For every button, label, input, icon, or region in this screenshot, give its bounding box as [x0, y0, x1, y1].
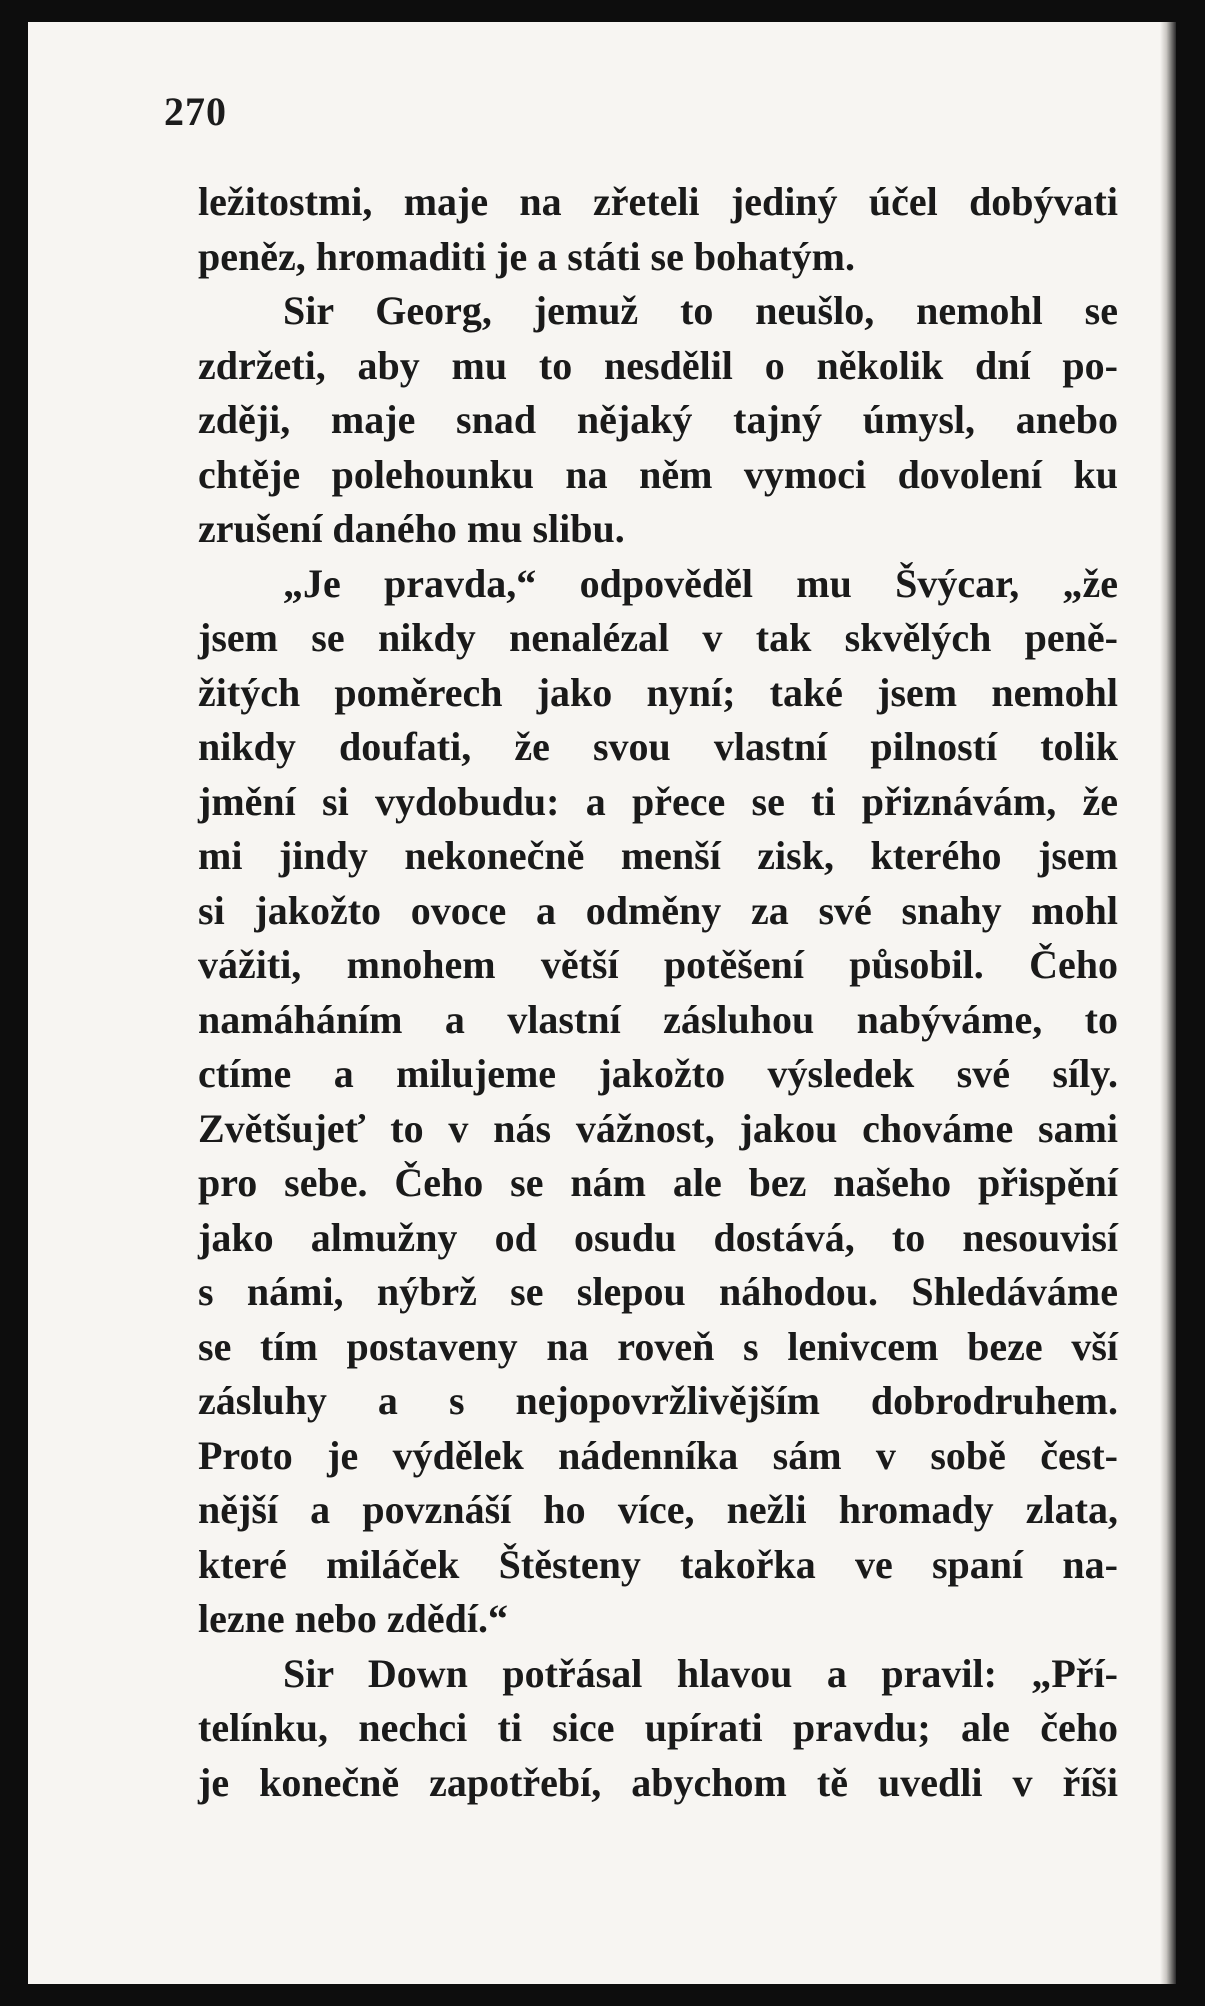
text-line: peněz, hromaditi je a státi se bohatým. — [198, 233, 855, 279]
text-line: namáháním a vlastní zásluhou nabýváme, to — [198, 996, 1118, 1042]
body-text — [198, 175, 1118, 1810]
text-line: mi jindy nekonečně menší zisk, kterého jsem — [198, 833, 1118, 878]
text-line: zásluhy a s nejopovržlivějším dobrodruhem. — [198, 1378, 1118, 1423]
text-line: Zvětšujeť to v nás vážnost, jakou chováme sami — [198, 1105, 1118, 1151]
text-line: jako almužny od osudu dostává, to nesouvisí — [198, 1214, 1118, 1260]
text-line: Proto je výdělek nádenníka sám v sobě čest- — [198, 1432, 1118, 1478]
text-line: s námi, nýbrž se slepou náhodou. Shledáváme — [198, 1269, 1118, 1314]
text-line: jsem se nikdy nenalézal v tak skvělých peně- — [198, 615, 1118, 660]
text-line: vážiti, mnohem větší potěšení působil. Čeho — [198, 942, 1118, 987]
text-line: Sir Georg, jemuž to neušlo, nemohl se — [283, 288, 1118, 333]
text-line: chtěje polehounku na něm vymoci dovolení ku — [198, 451, 1118, 497]
text-line: žitých poměrech jako nyní; také jsem nemohl — [198, 669, 1118, 715]
text-line: ctíme a milujeme jakožto výsledek své síly. — [198, 1051, 1118, 1096]
text-line: které miláček Štěsteny takořka ve spaní na- — [198, 1541, 1118, 1587]
text-line: lezne nebo zdědí.“ — [198, 1596, 508, 1641]
text-line: se tím postaveny na roveň s lenivcem beze vší — [198, 1323, 1118, 1369]
text-line: jmění si vydobudu: a přece se ti přiznávám, že — [198, 778, 1118, 824]
page-spine-shadow — [1160, 22, 1176, 1984]
text-line: telínku, nechci ti sice upírati pravdu; ale čeho — [198, 1705, 1118, 1750]
text-line: Sir Down potřásal hlavou a pravil: „Pří- — [283, 1650, 1118, 1696]
text-line: ležitostmi, maje na zřeteli jediný účel dobývati — [198, 179, 1118, 224]
page-number: 270 — [164, 89, 227, 134]
text-line: pro sebe. Čeho se nám ale bez našeho přispění — [198, 1160, 1118, 1205]
text-line: je konečně zapotřebí, abychom tě uvedli v říši — [198, 1759, 1118, 1805]
text-line: zrušení daného mu slibu. — [198, 506, 625, 551]
text-line: „Je pravda,“ odpověděl mu Švýcar, „že — [283, 560, 1118, 606]
text-line: nikdy doufati, že svou vlastní pilností tolik — [198, 724, 1118, 769]
book-page — [28, 22, 1176, 1984]
text-line: zdržeti, aby mu to nesdělil o několik dní po- — [198, 342, 1118, 388]
text-line: si jakožto ovoce a odměny za své snahy mohl — [198, 887, 1118, 933]
text-line: zději, maje snad nějaký tajný úmysl, anebo — [198, 397, 1118, 442]
text-line: nější a povznáší ho více, nežli hromady zlata, — [198, 1487, 1118, 1532]
